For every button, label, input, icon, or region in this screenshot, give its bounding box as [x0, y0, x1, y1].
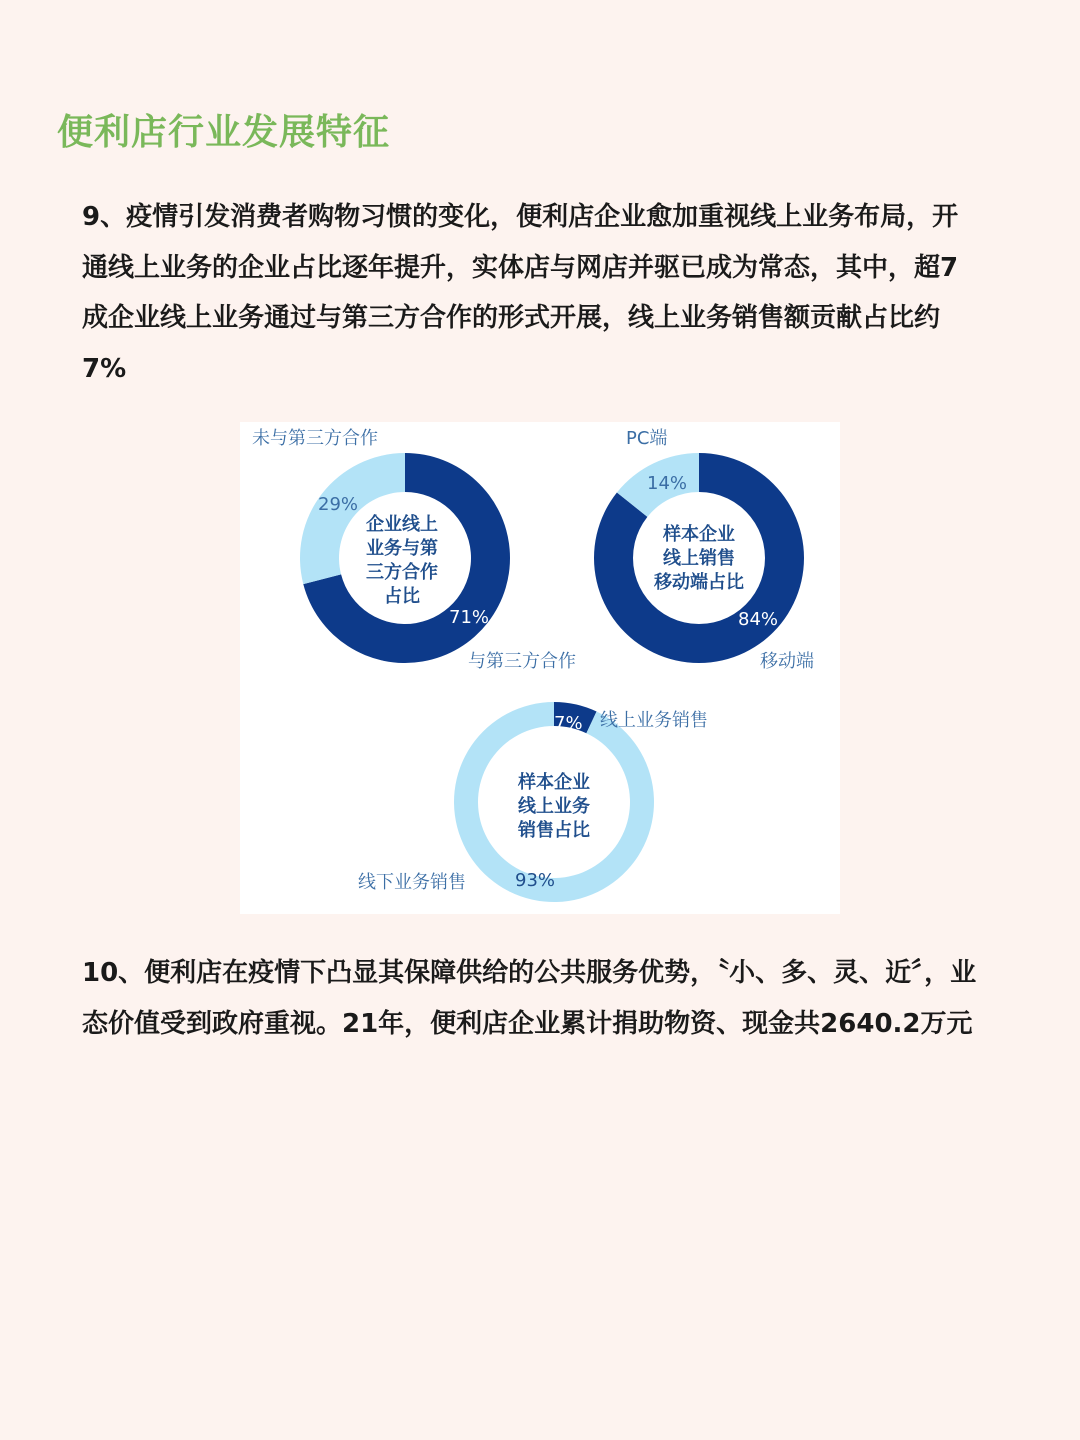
center-label-line-1: 样本企业: [663, 524, 735, 545]
slice-name-pc: PC端: [626, 428, 668, 449]
donut-chart-mobile-share: [594, 428, 814, 672]
donut-chart-online-share: [358, 702, 708, 902]
paragraph-10: 10、便利店在疫情下凸显其保障供给的公共服务优势，〝小、多、灵、近〞，业态价值受到政府重视。21年，便利店企业累计捐助物资、现金共2640.2万元: [82, 958, 977, 1039]
slice-name-online: 线上业务销售: [600, 710, 708, 731]
center-label-line-3: 销售占比: [518, 820, 590, 841]
center-label-line-1: 企业线上: [366, 514, 438, 535]
center-label-line-3: 移动端占比: [654, 572, 744, 593]
slice-pct-with-third-party: 71%: [449, 607, 490, 628]
paragraph-9: 9、疫情引发消费者购物习惯的变化，便利店企业愈加重视线上业务布局，开通线上业务的企业占比逐年提升，实体店与网店并驱已成为常态，其中，超7成企业线上业务通过与第三方合作的形式开展，线上业务销售额贡献占比约7%: [82, 202, 959, 384]
center-label-line-2: 业务与第: [366, 538, 438, 559]
slice-name-with-third-party: 与第三方合作: [468, 651, 576, 672]
page-title: 便利店行业发展特征: [57, 112, 391, 153]
slice-pct-pc: 14%: [647, 473, 688, 494]
center-label-line-4: 占比: [384, 586, 420, 607]
donut-charts-figure: [240, 422, 840, 914]
slice-pct-offline: 93%: [515, 870, 556, 891]
slice-name-offline: 线下业务销售: [358, 872, 466, 893]
center-label-line-3: 三方合作: [366, 562, 438, 583]
slice-name-without-third-party: 未与第三方合作: [252, 428, 378, 449]
center-label-line-1: 样本企业: [518, 772, 590, 793]
slice-pct-online: 7%: [554, 713, 583, 734]
donut-chart-third-party: [252, 428, 576, 672]
slice-name-mobile: 移动端: [760, 651, 814, 672]
center-label-line-2: 线上业务: [518, 796, 590, 817]
slice-pct-without-third-party: 29%: [318, 494, 359, 515]
center-label-line-2: 线上销售: [663, 548, 735, 569]
slice-pct-mobile: 84%: [738, 609, 779, 630]
donut-charts-svg: [240, 422, 840, 914]
